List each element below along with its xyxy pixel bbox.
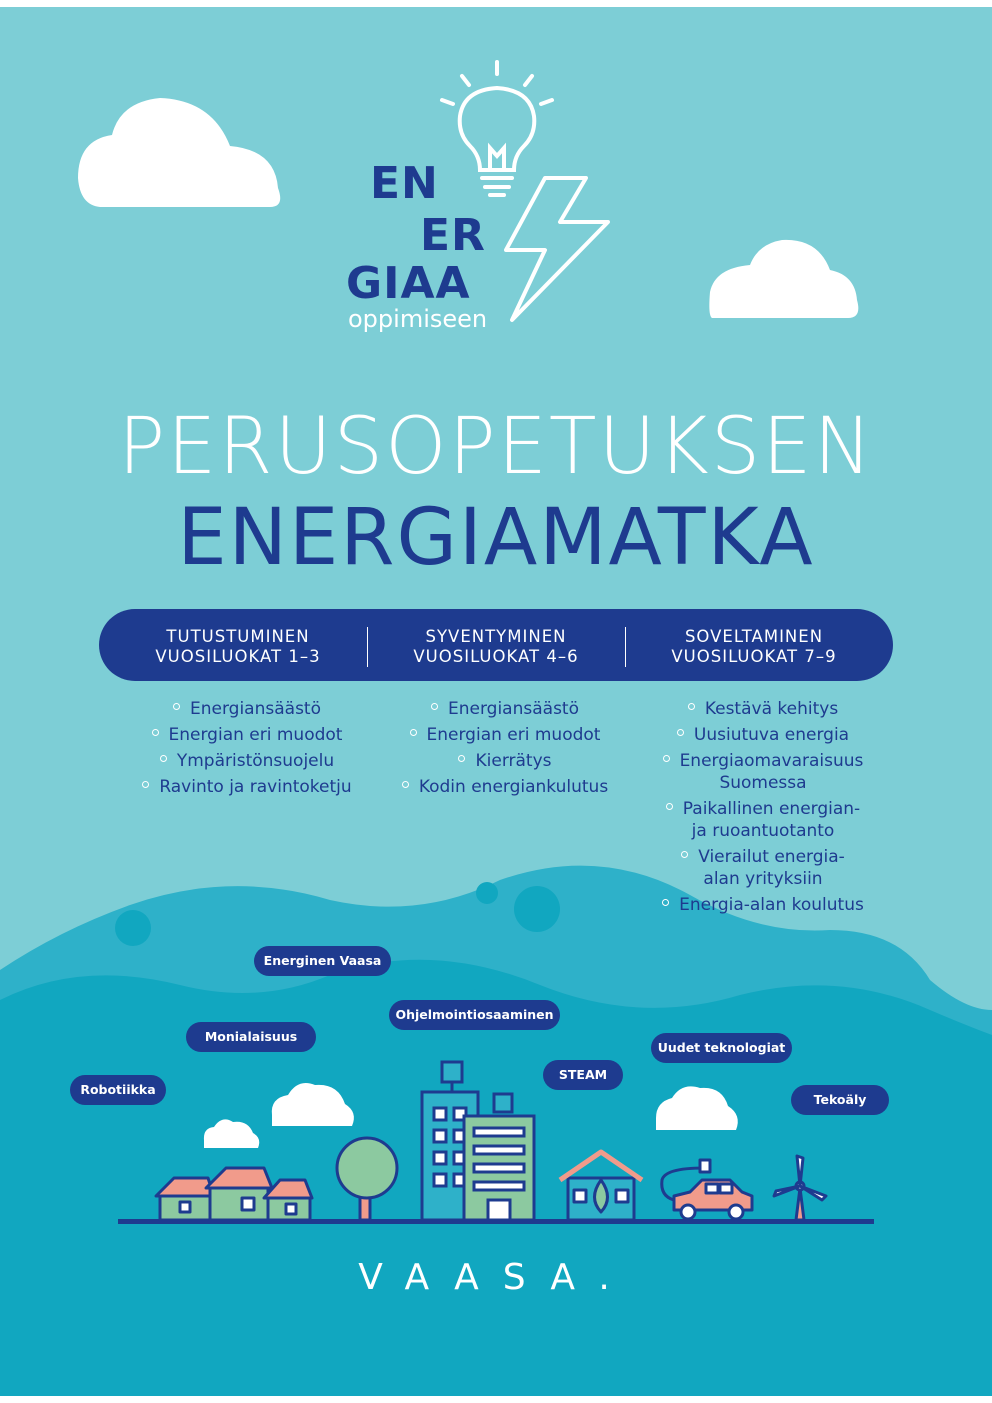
list-item: Ympäristönsuojelu	[118, 750, 376, 772]
bullet-icon	[663, 755, 670, 762]
bubble	[476, 882, 498, 904]
stage-grades: VUOSILUOKAT 7–9	[671, 647, 837, 666]
list-item: Vierailut energia- alan yrityksiin	[634, 846, 892, 890]
list-item: Kodin energiankulutus	[376, 776, 634, 798]
topic-pill-steam: STEAM	[543, 1060, 623, 1090]
stage-topics-list-1	[118, 698, 376, 802]
stage-header-2	[367, 627, 625, 667]
bullet-icon	[152, 729, 159, 736]
title-line-1: PERUSOPETUKSEN	[118, 402, 874, 492]
list-item: Energiansäästö	[376, 698, 634, 720]
stage-topics-list-3	[634, 698, 892, 920]
stage-name: SOVELTAMINEN	[684, 627, 824, 646]
bubble	[115, 910, 151, 946]
topic-pill-robotiikka: Robotiikka	[70, 1075, 166, 1105]
bullet-icon	[410, 729, 417, 736]
list-item: Kestävä kehitys	[634, 698, 892, 720]
bullet-icon	[431, 703, 438, 710]
logo-text-er: ER	[420, 210, 486, 261]
title-line-2: ENERGIAMATKA	[177, 493, 815, 583]
list-item: Energiaomavaraisuus Suomessa	[634, 750, 892, 794]
logo-text-giaa: GIAA	[346, 258, 471, 309]
topic-pill-uudet-teknologiat: Uudet teknologiat	[651, 1033, 792, 1063]
vaasa-logo: VAASA.	[358, 1257, 634, 1298]
stage-topics-list-2	[376, 698, 634, 802]
list-item: Energian eri muodot	[376, 724, 634, 746]
stage-grades: VUOSILUOKAT 1–3	[155, 647, 321, 666]
list-item: Energian eri muodot	[118, 724, 376, 746]
stage-header-3	[625, 627, 883, 667]
bullet-icon	[402, 781, 409, 788]
stage-banner	[99, 609, 893, 681]
topic-pill-ohjelmointiosaaminen: Ohjelmointiosaaminen	[389, 1000, 560, 1030]
logo-subtitle: oppimiseen	[348, 305, 488, 333]
list-item: Paikallinen energian- ja ruoantuotanto	[634, 798, 892, 842]
stage-name: TUTUSTUMINEN	[166, 627, 310, 646]
list-item: Kierrätys	[376, 750, 634, 772]
list-item: Ravinto ja ravintoketju	[118, 776, 376, 798]
bullet-icon	[688, 703, 695, 710]
topic-pill-monialaisuus: Monialaisuus	[186, 1022, 316, 1052]
bullet-icon	[662, 899, 669, 906]
stage-grades: VUOSILUOKAT 4–6	[413, 647, 579, 666]
list-item: Energiansäästö	[118, 698, 376, 720]
bullet-icon	[160, 755, 167, 762]
topic-pill-energinen-vaasa: Energinen Vaasa	[254, 946, 391, 976]
bullet-icon	[666, 803, 673, 810]
list-item: Energia-alan koulutus	[634, 894, 892, 916]
topic-pill-tekoaly: Tekoäly	[791, 1085, 889, 1115]
bubble	[514, 886, 560, 932]
list-item: Uusiutuva energia	[634, 724, 892, 746]
logo-text-en: EN	[370, 158, 439, 209]
bullet-icon	[142, 781, 149, 788]
bullet-icon	[458, 755, 465, 762]
bullet-icon	[677, 729, 684, 736]
stage-header-1	[109, 627, 367, 667]
bullet-icon	[173, 703, 180, 710]
bullet-icon	[681, 851, 688, 858]
stage-name: SYVENTYMINEN	[425, 627, 567, 646]
